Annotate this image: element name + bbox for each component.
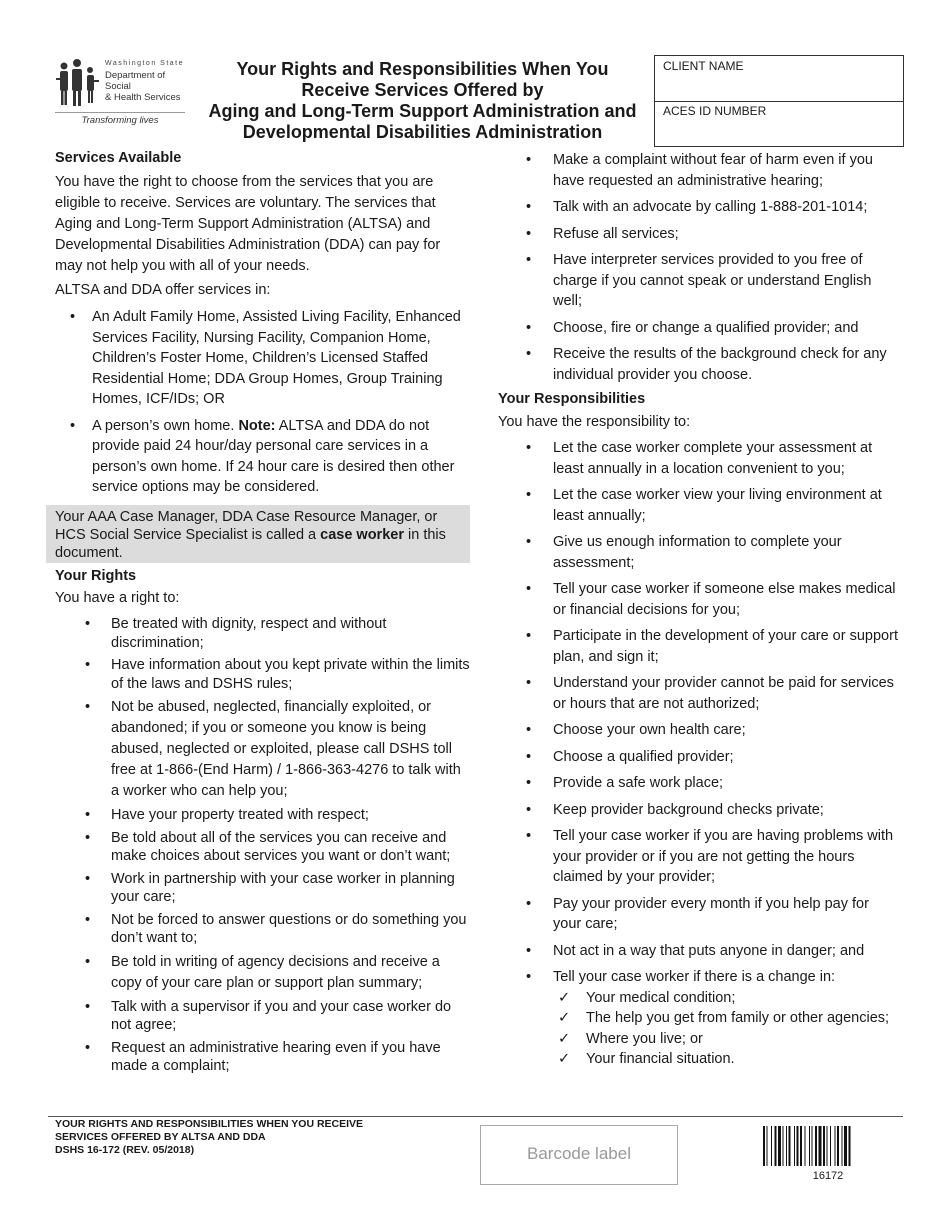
list-item: • Tell your case worker if someone else makes medical or financial decisions for you; (498, 579, 898, 620)
rights-list (55, 615, 470, 1076)
title-line: Aging and Long-Term Support Administration and (208, 101, 637, 121)
list-item: • Be treated with dignity, respect and without discrimination; (55, 615, 470, 652)
footer-line: YOUR RIGHTS AND RESPONSIBILITIES WHEN YOU RECEIVE (55, 1118, 364, 1130)
callout-text-pre: Your AAA Case Manager, DDA Case Resource Manager, or HCS Social Service Specialist is called a (55, 509, 438, 543)
rights-intro: You have a right to: (55, 590, 180, 606)
case-worker-callout (46, 505, 470, 563)
logo-tagline: Transforming lives (55, 112, 185, 126)
services-section (55, 150, 470, 504)
family-figures-icon (55, 58, 101, 108)
barcode-icon (763, 1126, 893, 1166)
list-item: • Not be forced to answer questions or do something you don’t want to; (55, 911, 470, 948)
list-item: • Choose your own health care; (498, 720, 898, 741)
barcode-label-box (480, 1125, 678, 1185)
responsibilities-heading: Your Responsibilities (498, 391, 646, 407)
list-item: • Talk with a supervisor if you and your case worker do not agree; (55, 998, 470, 1035)
barcode-label-text: Barcode label (527, 1144, 631, 1163)
aces-id-label: ACES ID NUMBER (663, 104, 767, 118)
services-intro: You have the right to choose from the services that you are eligible to receive. Services are voluntary. The services that Aging and Long-Term Support Administration (ALTSA) and Developmental Disabilities Administration (DDA) can pay for may not help you with all of your needs. (55, 174, 441, 274)
list-item: • Participate in the development of your care or support plan, and sign it; (498, 626, 898, 667)
page-title (195, 59, 650, 143)
dshs-logo (55, 58, 185, 130)
footer-line: SERVICES OFFERED BY ALTSA AND DDA (55, 1131, 266, 1143)
list-item: • Keep provider background checks private; (498, 800, 898, 821)
aces-id-field[interactable] (655, 101, 903, 146)
list-item: • Give us enough information to complete your assessment; (498, 532, 898, 573)
list-item: • Be told in writing of agency decisions and receive a copy of your care plan or support plan summary; (55, 952, 470, 994)
list-item: • Tell your case worker if you are having problems with your provider or if you are not getting the hours claimed by your provider; (498, 826, 898, 888)
title-line: Your Rights and Responsibilities When You (236, 59, 609, 79)
logo-dept-line-2: & Health Services (105, 92, 181, 103)
rights-list-continued (498, 150, 898, 385)
checklist-item: ✓ The help you get from family or other agencies; (498, 1008, 898, 1029)
list-item: • Not act in a way that puts anyone in danger; and (498, 941, 898, 962)
callout-bold: case worker (320, 527, 404, 543)
list-item: • Not be abused, neglected, financially exploited, or abandoned; if you or someone you know is being abused, neglected or exploited, please call DSHS toll free at 1-866-(End Harm) / 1-866-363-4276 to talk with a worker who can help you; (55, 697, 470, 802)
list-item: • Work in partnership with your case worker in planning your care; (55, 870, 470, 907)
barcode-number: 16172 (812, 1170, 844, 1182)
callout-text-post: in this document. (55, 527, 446, 561)
list-item: • Make a complaint without fear of harm even if you have requested an administrative hearing; (498, 150, 898, 191)
list-item-text: ALTSA and DDA do not provide paid 24 hour/day personal care services in a person’s own home. If 24 hour care is desired then other service options may be considered. (92, 417, 455, 495)
list-item: • Receive the results of the background check for any individual provider you choose. (498, 344, 898, 385)
rights-heading: Your Rights (55, 568, 137, 584)
list-item: • Be told about all of the services you can receive and make choices about services you want or don’t want; (55, 829, 470, 866)
checklist-item: ✓ Your financial situation. (498, 1049, 898, 1070)
services-heading: Services Available (55, 150, 182, 166)
list-item: • Have interpreter services provided to you free of charge if you cannot speak or understand English well; (498, 250, 898, 312)
checklist-item: ✓ Where you live; or (498, 1029, 898, 1050)
list-item: • Choose, fire or change a qualified provider; and (498, 318, 898, 339)
list-item: • Request an administrative hearing even if you have made a complaint; (55, 1039, 470, 1076)
list-item (55, 307, 470, 410)
logo-department (105, 70, 185, 103)
note-label: Note: (238, 417, 276, 434)
right-column (498, 150, 898, 1070)
list-item: • Understand your provider cannot be paid for services or hours that are not authorized; (498, 673, 898, 714)
services-list (55, 307, 470, 498)
list-item: • Choose a qualified provider; (498, 747, 898, 768)
list-item: • Refuse all services; (498, 224, 898, 245)
services-offer-line: ALTSA and DDA offer services in: (55, 282, 271, 298)
changes-checklist (498, 988, 898, 1070)
list-item: • Let the case worker view your living environment at least annually; (498, 485, 898, 526)
list-item: • Have information about you kept private within the limits of the laws and DSHS rules; (55, 656, 470, 693)
list-item: • Have your property treated with respect; (55, 806, 470, 825)
list-item-text: An Adult Family Home, Assisted Living Facility, Enhanced Services Facility, Nursing Facility, Companion Home, Children’s Foster Home, Children’s Licensed Staffed Residential Home; DDA Group Homes, Group Training Homes, ICF/IDs; OR (92, 309, 461, 407)
title-line: Receive Services Offered by (301, 80, 544, 100)
rights-section (55, 568, 470, 1080)
list-item: • Tell your case worker if there is a change in: (498, 967, 898, 988)
client-name-field[interactable] (655, 56, 903, 102)
title-line: Developmental Disabilities Administration (242, 122, 603, 142)
client-info-box (654, 55, 904, 147)
list-item: • Let the case worker complete your assessment at least annually in a location convenient to you; (498, 438, 898, 479)
logo-state: Washington State (105, 60, 184, 67)
responsibilities-list (498, 438, 898, 988)
list-item-text: A person’s own home. (92, 417, 239, 434)
responsibilities-intro: You have the responsibility to: (498, 414, 691, 430)
checklist-item: ✓ Your medical condition; (498, 988, 898, 1009)
list-item: • Pay your provider every month if you help pay for your care; (498, 894, 898, 935)
list-item: • Talk with an advocate by calling 1-888-201-1014; (498, 197, 898, 218)
client-name-label: CLIENT NAME (663, 59, 744, 73)
callout-text (55, 508, 465, 562)
list-item: • Provide a safe work place; (498, 773, 898, 794)
logo-dept-line-1: Department of Social (105, 70, 166, 92)
list-item (55, 416, 470, 498)
footer-divider (48, 1116, 903, 1117)
footer-form-info (55, 1118, 363, 1157)
footer-form-number: DSHS 16-172 (REV. 05/2018) (55, 1144, 195, 1156)
